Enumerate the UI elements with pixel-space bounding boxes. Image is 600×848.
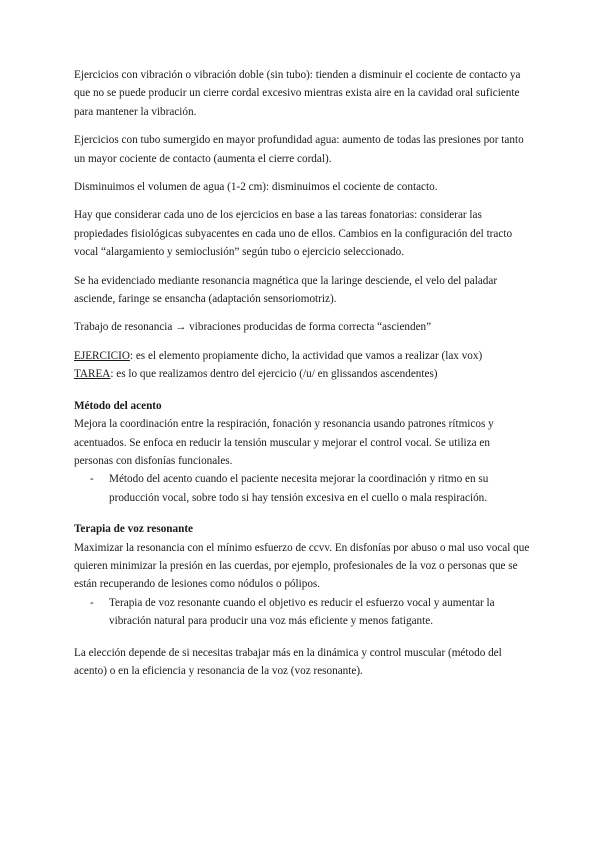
definition-tarea-text: : es lo que realizamos dentro del ejercicio (/u/ en glissandos ascendentes) [110,368,438,381]
paragraph-volumen-agua: Disminuimos el volumen de agua (1-2 cm): disminuimos el cociente de contacto. [74,181,438,194]
paragraph-vibracion: Ejercicios con vibración o vibración doble (sin tubo): tienden a disminuir el cociente de contacto ya que no se puede producir un cierre cordal excesivo mientras exista aire en la cavidad oral suficiente para mantener la vibración. [74,69,521,118]
body-voz-resonante: Maximizar la resonancia con el mínimo esfuerzo de ccvv. En disfonías por abuso o mal uso vocal que quieren minimizar la presión en las cuerdas, por ejemplo, profesionales de la voz o personas que se están recuperando de lesiones como nódulos o pólipos. [74,541,530,591]
document-page [74,66,530,680]
paragraph-trabajo-resonancia: Trabajo de resonancia → vibraciones producidas de forma correcta “ascienden” [74,321,432,334]
bullet-text: Método del acento cuando el paciente necesita mejorar la coordinación y ritmo en su producción vocal, sobre todo si hay tensión excesiva en el cuello o mala respiración. [109,473,489,504]
heading-metodo-acento: Método del acento [74,399,162,412]
term-ejercicio: EJERCICIO [74,349,130,362]
bullet-metodo-acento [74,470,530,507]
definition-ejercicio-text: : es el elemento propiamente dicho, la actividad que vamos a realizar (lax vox) [129,349,483,362]
body-metodo-acento: Mejora la coordinación entre la respiración, fonación y resonancia usando patrones rítmicos y acentuados. Se enfoca en reducir la tensión muscular y mejorar el control vocal. Se utiliza en personas con disfonías funcionales. [74,418,494,467]
bullet-dash: - [90,473,94,486]
paragraph-resonancia-magnetica: Se ha evidenciado mediante resonancia magnética que la laringe desciende, el velo del paladar asciende, faringe se ensancha (adaptación sensoriomotriz). [74,274,498,306]
bullet-text: Terapia de voz resonante cuando el objetivo es reducir el esfuerzo vocal y aumentar la vibración natural para producir una voz más eficiente y menos fatigante. [109,596,495,628]
definitions-block [74,347,530,384]
paragraph-tareas-fonatorias: Hay que considerar cada uno de los ejercicios en base a las tareas fonatorias: considerar las propiedades fisiológicas subyacentes en cada uno de ellos. Cambios en la configuración del tracto vocal “alargamiento y semioclusión” según tubo o ejercicio seleccionado. [74,209,513,259]
definition-tarea [74,365,530,383]
section-voz-resonante [74,520,530,630]
bullet-dash: - [90,596,94,609]
term-tarea: TAREA [74,368,111,381]
heading-voz-resonante: Terapia de voz resonante [74,523,194,536]
bullet-voz-resonante [74,594,530,631]
section-metodo-acento [74,397,530,507]
paragraph-tubo-sumergido: Ejercicios con tubo sumergido en mayor profundidad agua: aumento de todas las presiones por tanto un mayor cociente de contacto (aumenta el cierre cordal). [74,134,524,165]
paragraph-conclusion: La elección depende de si necesitas trabajar más en la dinámica y control muscular (método del acento) o en la eficiencia y resonancia de la voz (voz resonante). [74,646,502,677]
definition-ejercicio [74,347,530,365]
